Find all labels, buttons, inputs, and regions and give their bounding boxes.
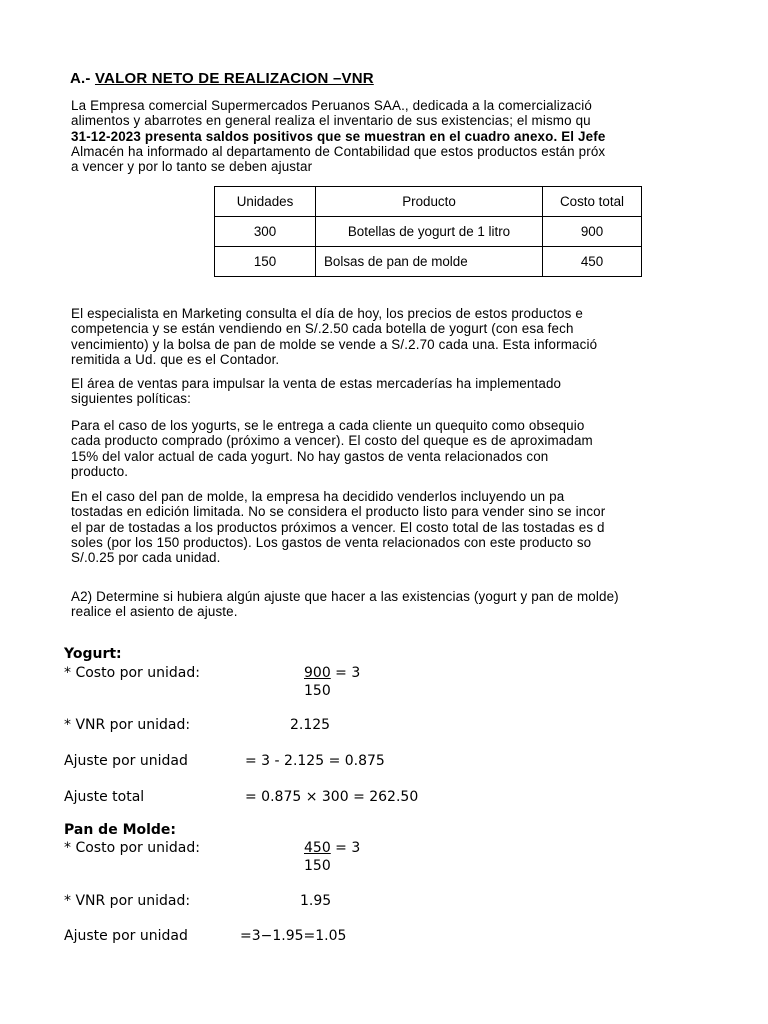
yogurt-costo-denominator: 150 [304, 683, 331, 699]
pan-policy-line: el par de tostadas a los productos próximos a vencer. El costo total de las tostadas es d [71, 519, 605, 535]
pan-policy-line: S/.0.25 por cada unidad. [71, 550, 221, 566]
yogurt-policy-line: cada producto comprado (próximo a vencer). El costo del queque es de aproximadam [71, 433, 593, 449]
ventas-line: El área de ventas para impulsar la venta de estas mercaderías ha implementado [71, 376, 562, 391]
cell-producto: Botellas de yogurt de 1 litro [316, 217, 543, 247]
cell-unidades: 150 [215, 247, 316, 277]
question-paragraph [71, 589, 619, 620]
marketing-line: competencia y se están vendiendo en S/.2.50 cada botella de yogurt (con esa fech [71, 321, 574, 337]
intro-line: Almacén ha informado al departamento de Contabilidad que estos productos están próx [71, 143, 606, 159]
yogurt-policy-paragraph [71, 418, 593, 479]
pan-costo-denominator: 150 [304, 858, 331, 874]
marketing-line: vencimiento) y la bolsa de pan de molde se vende a S/.2.70 cada una. Esta informació [71, 336, 598, 352]
marketing-line: remitida a Ud. que es el Contador. [71, 351, 280, 367]
pan-vnr-value: 1.95 [300, 893, 332, 909]
inventory-table [214, 186, 642, 277]
cell-costo-total: 450 [543, 247, 642, 277]
question-line: realice el asiento de ajuste. [71, 604, 238, 620]
intro-line: a vencer y por lo tanto se deben ajustar [71, 159, 313, 175]
pan-costo-label: * Costo por unidad: [64, 840, 200, 856]
pan-costo-result: = 3 [330, 840, 361, 856]
section-title-prefix: A.- [70, 70, 95, 87]
pan-ajuste-label: Ajuste por unidad [64, 928, 188, 944]
header-unidades: Unidades [215, 187, 316, 217]
pan-heading: Pan de Molde: [64, 822, 177, 838]
yogurt-costo-fraction [304, 665, 360, 681]
yogurt-ajuste-value: = 3 - 2.125 = 0.875 [245, 753, 385, 769]
yogurt-total-value: = 0.875 × 300 = 262.50 [245, 789, 419, 805]
intro-line: alimentos y abarrotes en general realiza el inventario de sus existencias; el mismo qu [71, 113, 591, 129]
pan-policy-line: En el caso del pan de molde, la empresa ha decidido venderlos incluyendo un pa [71, 489, 565, 504]
intro-line [71, 129, 605, 144]
intro-paragraph [71, 98, 605, 174]
ventas-paragraph [71, 376, 561, 407]
cell-producto: Bolsas de pan de molde [316, 247, 543, 277]
yogurt-policy-line: 15% del valor actual de cada yogurt. No hay gastos de venta relacionados con [71, 448, 549, 464]
yogurt-vnr-value: 2.125 [290, 717, 331, 733]
table-row [215, 217, 642, 247]
pan-policy-paragraph [71, 489, 605, 565]
table-header-row [215, 187, 642, 217]
section-title [70, 70, 374, 87]
intro-line-text: 31-12-2023 presenta saldos positivos que se muestran en el cuadro anexo. El Jefe [71, 128, 606, 144]
yogurt-policy-line: producto. [71, 463, 129, 479]
cell-unidades: 300 [215, 217, 316, 247]
marketing-line: El especialista en Marketing consulta el día de hoy, los precios de estos productos e [71, 306, 583, 321]
ventas-line: siguientes políticas: [71, 391, 192, 407]
marketing-paragraph [71, 306, 597, 367]
yogurt-costo-result: = 3 [330, 665, 361, 681]
table-row [215, 247, 642, 277]
yogurt-vnr-label: * VNR por unidad: [64, 717, 191, 733]
pan-costo-fraction [304, 840, 360, 856]
section-title-underlined: VALOR NETO DE REALIZACION –VNR [94, 70, 374, 87]
yogurt-costo-numerator: 900 [304, 665, 331, 681]
cell-costo-total: 900 [543, 217, 642, 247]
header-producto: Producto [316, 187, 543, 217]
pan-ajuste-value: =3−1.95=1.05 [240, 928, 347, 944]
yogurt-policy-line: Para el caso de los yogurts, se le entrega a cada cliente un quequito como obsequio [71, 418, 585, 433]
pan-vnr-label: * VNR por unidad: [64, 893, 191, 909]
header-costo-total: Costo total [543, 187, 642, 217]
pan-policy-line: soles (por los 150 productos). Los gastos de venta relacionados con este producto so [71, 534, 592, 550]
question-line: A2) Determine si hubiera algún ajuste que hacer a las existencias (yogurt y pan de molde) [71, 589, 619, 604]
intro-line: La Empresa comercial Supermercados Peruanos SAA., dedicada a la comercializació [71, 98, 592, 113]
pan-costo-numerator: 450 [304, 840, 331, 856]
yogurt-costo-label: * Costo por unidad: [64, 665, 200, 681]
pan-policy-line: tostadas en edición limitada. No se considera el producto listo para vender sino se incor [71, 504, 606, 520]
yogurt-heading: Yogurt: [64, 646, 122, 662]
yogurt-total-label: Ajuste total [64, 789, 145, 805]
yogurt-ajuste-label: Ajuste por unidad [64, 753, 188, 769]
